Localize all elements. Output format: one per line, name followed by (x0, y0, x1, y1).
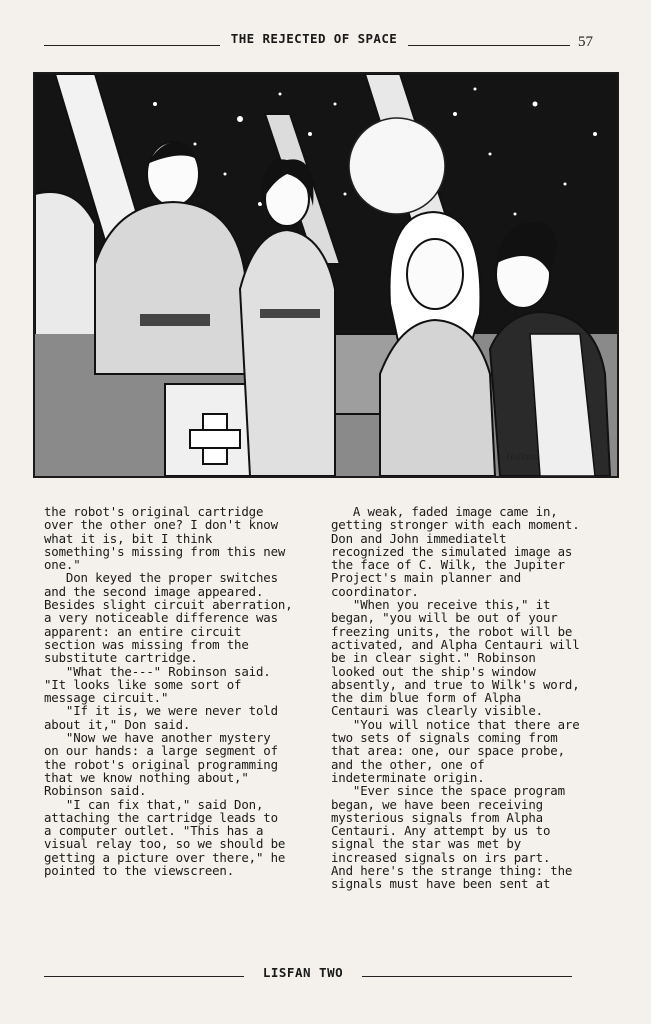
text-line: signal the star was met by (331, 836, 522, 852)
text-line: that we know nothing about," (44, 769, 249, 785)
text-line: "I can fix that," said Don, (44, 796, 264, 812)
artist-signature: Holland (506, 452, 539, 463)
text-line: Centauri was clearly visible. (331, 703, 543, 719)
text-line: "Ever since the space program (331, 783, 565, 799)
text-line: apparent: an entire circuit (44, 623, 242, 639)
running-header-title: THE REJECTED OF SPACE (230, 31, 398, 46)
text-line: message circuit." (44, 690, 169, 706)
text-line: that area: one, our space probe, (331, 743, 565, 759)
text-line: recognized the simulated image as (331, 543, 573, 559)
text-line: indeterminate origin. (331, 769, 485, 785)
text-line: pointed to the viewscreen. (44, 863, 235, 879)
text-line: visual relay too, so we should be (44, 836, 286, 852)
text-line: getting stronger with each moment. (331, 517, 580, 533)
header-rule-right (408, 45, 570, 46)
body-column-right (331, 505, 607, 891)
text-line: substitute cartridge. (44, 650, 198, 666)
text-line: two sets of signals coming from (331, 730, 558, 746)
text-line: a very noticeable difference was (44, 610, 278, 626)
text-line: signals must have been sent at (331, 876, 551, 892)
text-line: began, "you will be out of your (331, 610, 558, 626)
footer-rule-left (44, 976, 244, 977)
text-line: Robinson said. (44, 783, 147, 799)
text-line: coordinator. (331, 583, 419, 599)
text-line: activated, and Alpha Centauri will (331, 636, 580, 652)
text-line: over the other one? I don't know (44, 517, 278, 533)
text-line: and the other, one of (331, 756, 485, 772)
illustration-drawing (35, 74, 617, 476)
text-line: and the second image appeared. (44, 583, 264, 599)
text-line: "When you receive this," it (331, 597, 551, 613)
text-line: freezing units, the robot will be (331, 623, 573, 639)
text-line: "Now we have another mystery (44, 730, 271, 746)
text-line: the robot's original programming (44, 756, 278, 772)
text-line: began, we have been receiving (331, 796, 543, 812)
text-line: Don keyed the proper switches (44, 570, 278, 586)
text-line: a computer outlet. "This has a (44, 823, 264, 839)
text-line: absently, and true to Wilk's word, (331, 676, 580, 692)
text-line: what it is, bit I think (44, 530, 213, 546)
text-line: "If it is, we were never told (44, 703, 278, 719)
text-line: one." (44, 557, 81, 573)
text-line: And here's the strange thing: the (331, 863, 573, 879)
text-line: attaching the cartridge leads to (44, 809, 278, 825)
footer-title: LISFAN TWO (262, 965, 344, 980)
text-line: looked out the ship's window (331, 663, 536, 679)
body-column-left (44, 505, 320, 877)
text-line: Besides slight circuit aberration, (44, 597, 293, 613)
header-rule-left (44, 45, 220, 46)
text-line: the robot's original cartridge (44, 504, 264, 519)
text-line: mysterious signals from Alpha (331, 809, 543, 825)
illustration (33, 72, 619, 478)
text-line: getting a picture over there," he (44, 849, 286, 865)
text-line: Don and John immediatelt (331, 530, 507, 546)
text-line: "You will notice that there are (331, 716, 580, 732)
text-line: Centauri. Any attempt by us to (331, 823, 551, 839)
page-number: 57 (578, 34, 593, 50)
text-line: "What the---" Robinson said. (44, 663, 271, 679)
text-line: about it," Don said. (44, 716, 191, 732)
footer-rule-right (362, 976, 572, 977)
text-line: on our hands: a large segment of (44, 743, 278, 759)
text-line: "It looks like some sort of (44, 676, 242, 692)
text-line: the face of C. Wilk, the Jupiter (331, 557, 565, 573)
text-line: Project's main planner and (331, 570, 522, 586)
text-line: be in clear sight." Robinson (331, 650, 536, 666)
text-line: the dim blue form of Alpha (331, 690, 522, 706)
text-line: increased signals on irs part. (331, 849, 551, 865)
text-line: section was missing from the (44, 636, 249, 652)
text-line: A weak, faded image came in, (331, 504, 558, 519)
text-line: something's missing from this new (44, 543, 286, 559)
